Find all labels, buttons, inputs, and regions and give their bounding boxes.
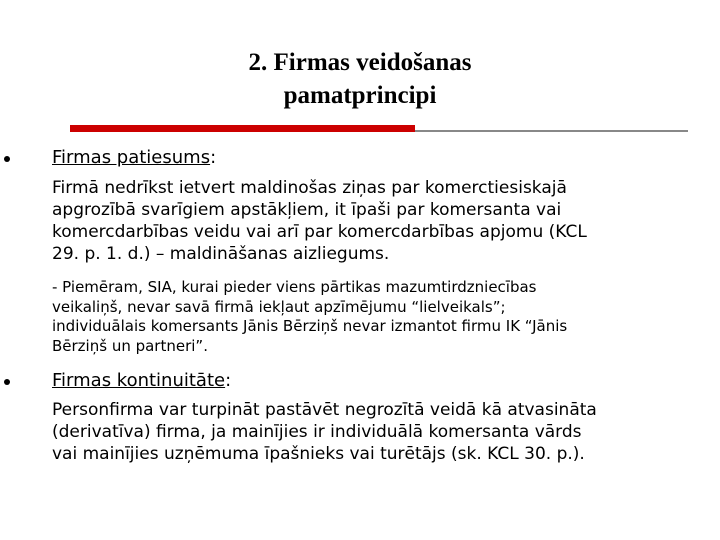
section-2-paragraph [52, 399, 712, 465]
section-2-heading [52, 369, 231, 392]
slide-title-line-1: 2. Firmas veidošanas [248, 49, 472, 76]
slide-title [0, 46, 720, 112]
section-2-heading-colon: : [225, 370, 232, 391]
section-2-heading-label: Firmas kontinuitāte [52, 370, 226, 391]
section-1-example-line: - Piemēram, SIA, kurai pieder viens pārtikas mazumtirdzniecības [52, 278, 537, 296]
section-1-paragraph-line: 29. p. 1. d.) – maldināšanas aizliegums. [52, 244, 390, 264]
section-2-paragraph-line: (derivatīva) firma, ja mainījies ir individuālā komersanta vārds [52, 422, 582, 442]
section-2-paragraph-line: Personfirma var turpināt pastāvēt negrozītā veidā kā atvasināta [52, 400, 597, 420]
bullet-icon [4, 156, 10, 162]
section-1-heading-colon: : [210, 147, 217, 168]
section-1-heading-label: Firmas patiesums [52, 147, 211, 168]
section-1-paragraph [52, 177, 712, 265]
bullet-icon [4, 379, 10, 385]
section-1-paragraph-line: apgrozībā svarīgiem apstākļiem, it īpaši par komersanta vai [52, 200, 562, 220]
section-1-heading [52, 146, 216, 169]
section-1-example-line: Bērziņš un partneri”. [52, 336, 208, 355]
section-1-example-line: veikaliņš, nevar savā firmā iekļaut apzīmējumu “lielveikals”; [52, 297, 506, 316]
section-1-paragraph-line: komercdarbības veidu vai arī par komercdarbības apjomu (KCL [52, 222, 587, 242]
slide-title-line-2: pamatprincipi [283, 82, 437, 109]
section-1-paragraph-line: Firmā nedrīkst ietvert maldinošas ziņas par komerctiesiskajā [52, 178, 567, 198]
section-1-example [52, 278, 712, 356]
title-accent-bar [70, 125, 415, 132]
section-1-example-line: individuālais komersants Jānis Bērziņš nevar izmantot firmu IK “Jānis [52, 317, 568, 335]
section-2-paragraph-line: vai mainījies uzņēmuma īpašnieks vai turētājs (sk. KCL 30. p.). [52, 444, 585, 464]
